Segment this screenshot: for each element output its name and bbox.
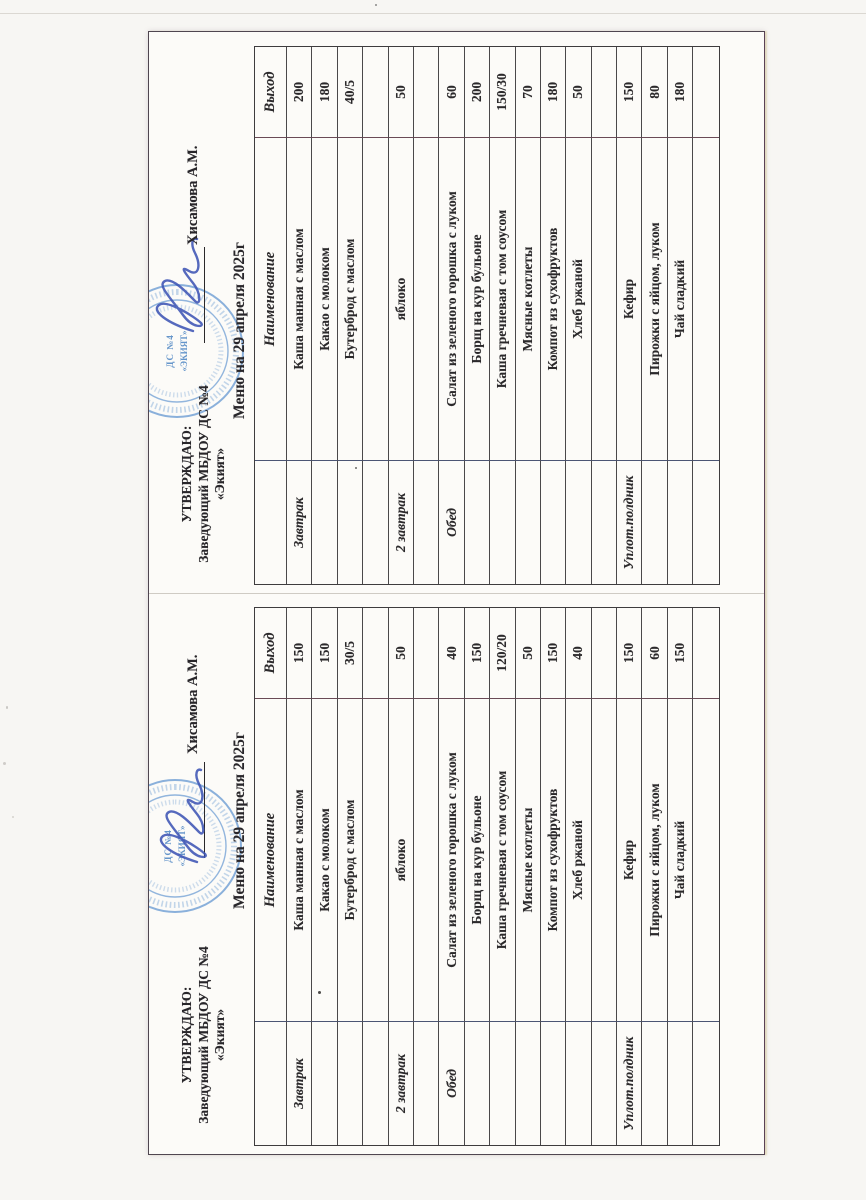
portion-size: 120/20 [490, 608, 515, 698]
meal-label: 2 завтрак [389, 1021, 414, 1145]
meal-label [414, 460, 439, 584]
dish-name: Хлеб ржаной [566, 698, 591, 1021]
dish-name [363, 137, 388, 460]
meal-label [465, 460, 490, 584]
dish-name: Кефир [617, 698, 642, 1021]
column-header: Выход [255, 608, 287, 698]
dish-name: Борщ на кур бульоне [465, 698, 490, 1021]
portion-size [592, 608, 617, 698]
meal-label [363, 1021, 388, 1145]
stamp-text: ДС №4 [165, 334, 175, 368]
meal-label [465, 1021, 490, 1145]
dish-name: Какао с молоком [312, 698, 337, 1021]
meal-label [338, 460, 363, 584]
meal-label [668, 1021, 693, 1145]
meal-label [414, 1021, 439, 1145]
dish-name [693, 698, 718, 1021]
portion-size: 30/5 [338, 608, 363, 698]
meal-label [642, 1021, 667, 1145]
portion-size [592, 47, 617, 137]
portion-size: 50 [389, 608, 414, 698]
approval-line: «Экият» [212, 1008, 227, 1062]
dish-name: Кефир [617, 137, 642, 460]
menu-table [254, 607, 720, 1146]
dish-name: Каша гречневая с том соусом [490, 137, 515, 460]
portion-size: 180 [668, 47, 693, 137]
portion-size: 150 [617, 47, 642, 137]
dish-name: яблоко [389, 137, 414, 460]
column-header: Выход [255, 47, 287, 137]
dish-name [592, 137, 617, 460]
portion-size: 80 [642, 47, 667, 137]
portion-size: 150/30 [490, 47, 515, 137]
approval-block [179, 371, 229, 577]
meal-label: Обед [439, 1021, 464, 1145]
meal-label [693, 1021, 718, 1145]
portion-size: 50 [389, 47, 414, 137]
dish-name: Каша манная с маслом [287, 137, 312, 460]
meal-label [592, 1021, 617, 1145]
scan-speck [375, 4, 377, 6]
menu-table [254, 46, 720, 585]
dish-name: Бутерброд с маслом [338, 137, 363, 460]
dish-name: Пирожки с яйцом, луком [642, 137, 667, 460]
dish-name [414, 698, 439, 1021]
meal-label [516, 460, 541, 584]
dish-name: Чай сладкий [668, 137, 693, 460]
dish-name: Бутерброд с маслом [338, 698, 363, 1021]
portion-size: 40 [566, 608, 591, 698]
portion-size: 50 [516, 608, 541, 698]
dish-name [414, 137, 439, 460]
dish-name: Салат из зеленого горошка с луком [439, 698, 464, 1021]
portion-size [414, 47, 439, 137]
portion-size: 150 [287, 608, 312, 698]
portion-size: 40 [439, 608, 464, 698]
portion-size: 180 [541, 47, 566, 137]
portion-size: 70 [516, 47, 541, 137]
approval-line: УТВЕРЖДАЮ: [179, 425, 194, 523]
menu-title: Меню на 29 апреля 2025г [231, 732, 248, 909]
approval-line: Заведующий МБДОУ ДС №4 [195, 946, 211, 1124]
meal-label [693, 460, 718, 584]
menu-document-bottom [149, 593, 764, 1154]
approval-line: УТВЕРЖДАЮ: [179, 986, 194, 1084]
portion-size: 200 [465, 47, 490, 137]
scanned-paper-sheet [148, 31, 765, 1155]
meal-label [363, 460, 388, 584]
meal-label [592, 460, 617, 584]
dish-name: Пирожки с яйцом, луком [642, 698, 667, 1021]
scanner-streak-artifact [0, 13, 866, 14]
stamp-text: ДС №4 [163, 829, 173, 863]
meal-label [566, 460, 591, 584]
dish-name: Борщ на кур бульоне [465, 137, 490, 460]
meal-label [668, 460, 693, 584]
dish-name [592, 698, 617, 1021]
scan-speck [3, 762, 6, 765]
portion-size: 150 [465, 608, 490, 698]
dish-name: Мясные котлеты [516, 698, 541, 1021]
meal-label [490, 1021, 515, 1145]
dish-name [363, 698, 388, 1021]
column-header: Наименование [255, 137, 287, 460]
dish-name: Компот из сухофруктов [541, 137, 566, 460]
portion-size: 180 [312, 47, 337, 137]
dish-name: яблоко [389, 698, 414, 1021]
column-header [255, 1021, 287, 1145]
portion-size [693, 47, 718, 137]
meal-label: 2 завтрак [389, 460, 414, 584]
handwritten-signature [149, 232, 209, 337]
meal-label [566, 1021, 591, 1145]
dish-name: Хлеб ржаной [566, 137, 591, 460]
portion-size: 150 [668, 608, 693, 698]
dish-name: Мясные котлеты [516, 137, 541, 460]
meal-label: Обед [439, 460, 464, 584]
portion-size: 150 [541, 608, 566, 698]
portion-size: 150 [312, 608, 337, 698]
meal-label [516, 1021, 541, 1145]
portion-size: 200 [287, 47, 312, 137]
stamp-text: «ЭКИЯТ» [179, 330, 189, 372]
signatory-name: Хисамова А.М. [185, 654, 201, 754]
portion-size: 150 [617, 608, 642, 698]
meal-label [490, 460, 515, 584]
portion-size: 60 [642, 608, 667, 698]
column-header [255, 460, 287, 584]
dish-name: Компот из сухофруктов [541, 698, 566, 1021]
approval-line: «Экият» [212, 447, 227, 501]
scan-speck [355, 467, 357, 469]
portion-size [363, 608, 388, 698]
column-header: Наименование [255, 698, 287, 1021]
signatory-name: Хисамова А.М. [185, 145, 201, 245]
meal-label: Завтрак [287, 1021, 312, 1145]
dish-name: Чай сладкий [668, 698, 693, 1021]
meal-label [541, 1021, 566, 1145]
portion-size: 40/5 [338, 47, 363, 137]
portion-size: 60 [439, 47, 464, 137]
menu-title: Меню на 29 апреля 2025г [231, 242, 248, 419]
scan-speck [318, 991, 321, 994]
meal-label [642, 460, 667, 584]
portion-size [363, 47, 388, 137]
scan-speck [6, 706, 8, 709]
handwritten-signature [153, 763, 213, 868]
dish-name: Салат из зеленого горошка с луком [439, 137, 464, 460]
meal-label: Уплот.полдник [617, 460, 642, 584]
meal-label [338, 1021, 363, 1145]
meal-label [541, 460, 566, 584]
approval-block [179, 932, 229, 1138]
stamp-text: «ЭКИЯТ» [177, 825, 187, 867]
portion-size: 50 [566, 47, 591, 137]
menu-document-top [149, 32, 764, 593]
dish-name [693, 137, 718, 460]
portion-size [414, 608, 439, 698]
dish-name: Каша гречневая с том соусом [490, 698, 515, 1021]
approval-line: Заведующий МБДОУ ДС №4 [195, 385, 211, 563]
meal-label [312, 460, 337, 584]
meal-label: Завтрак [287, 460, 312, 584]
portion-size [693, 608, 718, 698]
dish-name: Какао с молоком [312, 137, 337, 460]
meal-label: Уплот.полдник [617, 1021, 642, 1145]
dish-name: Каша манная с маслом [287, 698, 312, 1021]
meal-label [312, 1021, 337, 1145]
scan-speck [12, 816, 14, 818]
